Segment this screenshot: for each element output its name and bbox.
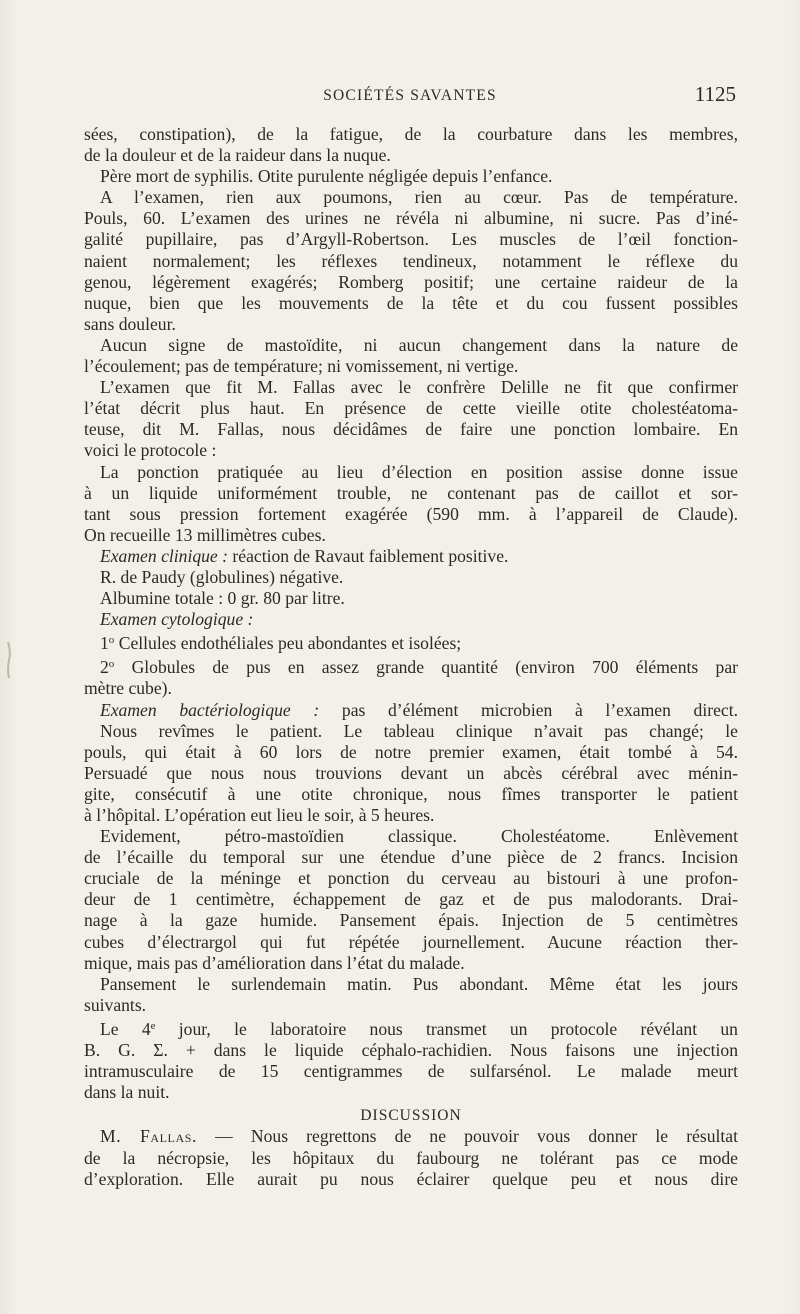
margin-ink-mark (4, 640, 12, 680)
text-line: deur de 1 centimètre, échappement de gaz et de pus malodorants. Drai- (84, 889, 738, 910)
speaker-name: M. Fallas. (100, 1126, 198, 1147)
superscript: e (150, 1019, 156, 1032)
text-line: cruciale de la méninge et ponction du cerveau au bistouri à une profon- (84, 868, 738, 889)
text-line: Pansement le surlendemain matin. Pus abondant. Même état les jours (100, 973, 738, 994)
text-line: genou, légèrement exagérés; Romberg positif; une certaine raideur de la (84, 271, 738, 292)
text-line: On recueille 13 millimètres cubes. (84, 524, 326, 545)
text-line: B. G. Σ. + dans le liquide céphalo-rachidien. Nous faisons une injection (84, 1040, 738, 1061)
text-line: naient normalement; les réflexes tendineux, notamment le réflexe du (84, 250, 738, 271)
text-line: Pouls, 60. L’examen des urines ne révéla ni albumine, ni sucre. Pas d’iné- (84, 208, 738, 229)
text-line: l’écoulement; pas de température; ni vomissement, ni vertige. (84, 356, 519, 377)
text-line: mique, mais pas d’amélioration dans l’état du malade. (84, 952, 465, 973)
text-line: nage à la gaze humide. Pansement épais. Injection de 5 centimètres (84, 910, 738, 931)
text-line: d’exploration. Elle aurait pu nous éclairer quelque peu et nous dire (84, 1168, 738, 1189)
text-line (84, 546, 738, 567)
text-line: Albumine totale : 0 gr. 80 par litre. (100, 588, 345, 609)
text-line: Evidement, pétro-mastoïdien classique. Cholestéatome. Enlèvement (100, 826, 738, 847)
text-run: jour, le laboratoire nous transmet un protocole révélant un (178, 1018, 738, 1039)
text-line: sans douleur. (84, 313, 176, 334)
text-line: La ponction pratiquée au lieu d’élection en position assise donne issue (100, 461, 738, 482)
running-title: SOCIÉTÉS SAVANTES (323, 87, 497, 104)
text-line: voici le protocole : (84, 440, 217, 461)
text-line: gite, consécutif à une otite chronique, nous fîmes transporter le patient (84, 783, 738, 804)
text-line: sées, constipation), de la fatigue, de la courbature dans les membres, (84, 124, 738, 144)
text-line: A l’examen, rien aux poumons, rien au cœur. Pas de température. (100, 187, 738, 208)
text-run: réaction de Ravaut faiblement positive. (232, 545, 509, 566)
italic-heading: Examen clinique : (100, 545, 228, 566)
text-line: à un liquide uniformément trouble, ne contenant pas de caillot et sor- (84, 482, 738, 503)
text-line (84, 630, 738, 654)
text-run: pas d’élément microbien à l’examen direct. (341, 699, 738, 720)
text-line: L’examen que fit M. Fallas avec le confrère Delille ne fit que confirmer (100, 377, 738, 398)
italic-heading: Examen cytologique : (100, 609, 254, 630)
text-line: Persuadé que nous nous trouvions devant un abcès cérébral avec ménin- (84, 762, 738, 783)
article-body (84, 124, 738, 1190)
text-line: de la douleur et de la raideur dans la nuque. (84, 145, 391, 166)
text-line: cubes d’électrargol qui fut répétée journellement. Aucune réaction ther- (84, 931, 738, 952)
text-line: suivants. (84, 994, 147, 1015)
text-line: nuque, bien que les mouvements de la tête et du cou fussent possibles (84, 292, 738, 313)
text-line: R. de Paudy (globulines) négative. (100, 566, 344, 587)
page-header (84, 82, 736, 110)
italic-heading: Examen bactériologique : (100, 699, 320, 720)
text-run: Cellules endothéliales peu abondantes et isolées; (118, 633, 462, 654)
text-line (84, 1126, 738, 1147)
text-line: pouls, qui était à 60 lors de notre premier examen, était tombé à 54. (84, 741, 738, 762)
text-line (84, 654, 738, 678)
text-line: l’état décrit plus haut. En présence de cette vieille otite cholestéatoma- (84, 398, 738, 419)
text-line (84, 609, 738, 630)
list-number: 1 (100, 633, 109, 654)
text-line: de l’écaille du temporal sur une étendue d’une pièce de 2 francs. Incision (84, 847, 738, 868)
text-run: — Nous regrettons de ne pouvoir vous donner le résultat (215, 1126, 738, 1147)
text-line: de la nécropsie, les hôpitaux du faubourg ne tolérant pas ce mode (84, 1147, 738, 1168)
text-line: mètre cube). (84, 678, 172, 699)
text-line (84, 700, 738, 721)
discussion-heading: DISCUSSION (360, 1107, 462, 1125)
text-line (84, 1016, 738, 1040)
superscript: o (108, 658, 115, 671)
text-line: Nous revîmes le patient. Le tableau clinique n’avait pas changé; le (100, 720, 738, 741)
text-run: Le 4 (100, 1018, 151, 1039)
text-run: Globules de pus en assez grande quantité (environ 700 éléments par (131, 657, 738, 678)
text-line: dans la nuit. (84, 1082, 170, 1103)
page-number: 1125 (694, 82, 736, 106)
list-number: 2 (100, 657, 109, 678)
text-line: à l’hôpital. L’opération eut lieu le soir, à 5 heures. (84, 805, 435, 825)
text-line: intramusculaire de 15 centigrammes de sulfarsénol. Le malade meurt (84, 1061, 738, 1082)
superscript: o (108, 634, 115, 647)
text-line: teuse, dit M. Fallas, nous décidâmes de faire une ponction lombaire. En (84, 419, 738, 440)
text-line: galité pupillaire, pas d’Argyll-Robertson. Les muscles de l’œil fonction- (84, 229, 738, 250)
text-line: tant sous pression fortement exagérée (590 mm. à l’appareil de Claude). (84, 503, 738, 524)
text-line: Père mort de syphilis. Otite purulente négligée depuis l’enfance. (100, 166, 553, 187)
text-line: Aucun signe de mastoïdite, ni aucun changement dans la nature de (100, 334, 738, 355)
